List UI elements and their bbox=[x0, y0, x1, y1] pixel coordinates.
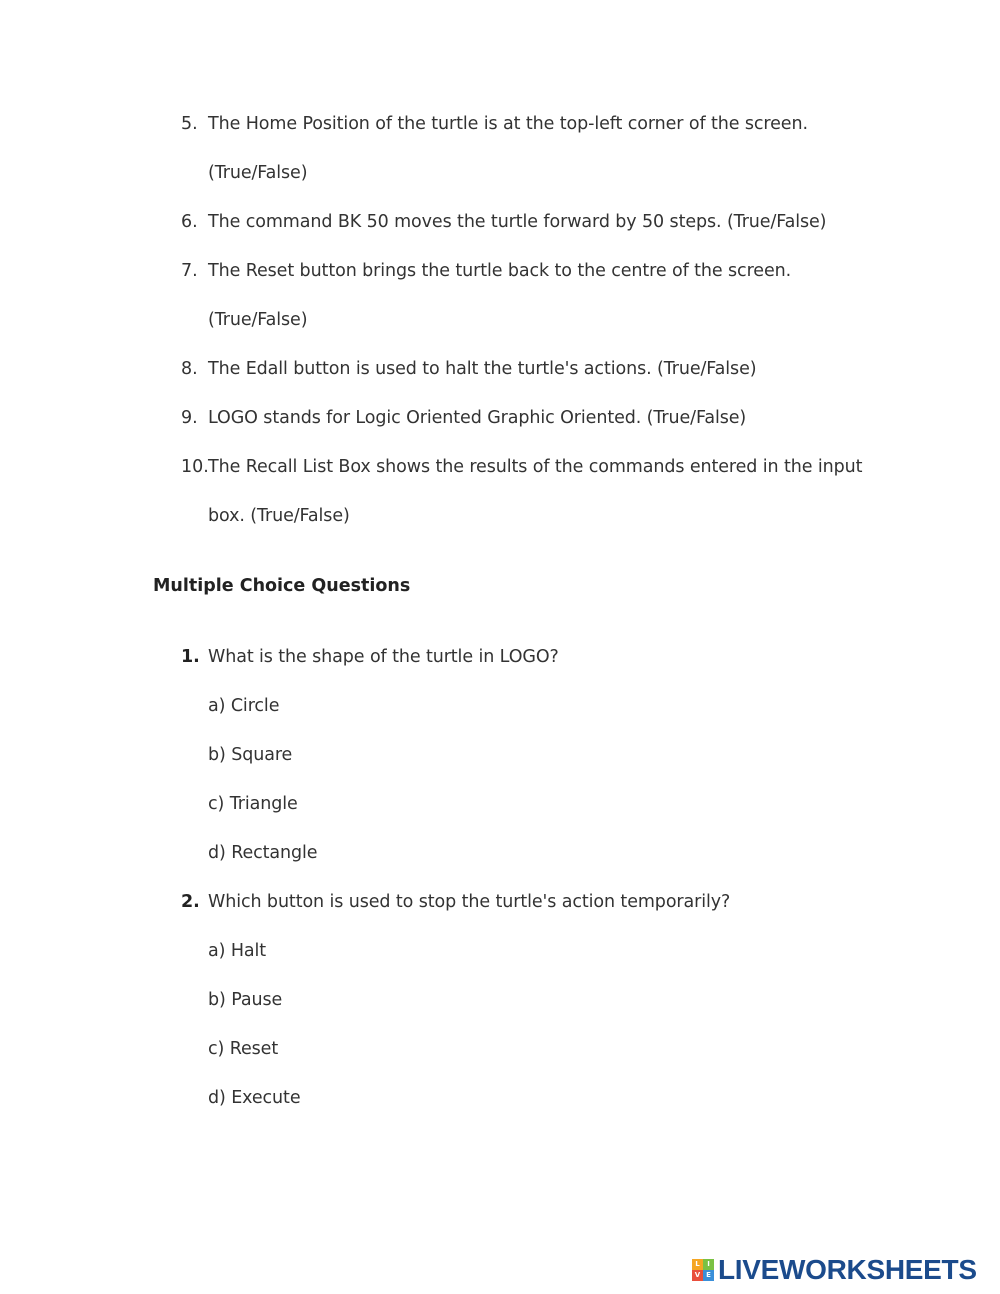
item-number: 7. bbox=[181, 261, 198, 281]
option-d: d) Execute bbox=[208, 1088, 301, 1108]
logo-icon-tile: L bbox=[692, 1259, 703, 1270]
logo-text: LIVEWORKSHEETS bbox=[718, 1254, 977, 1285]
liveworksheets-logo bbox=[692, 1254, 977, 1286]
logo-icon-tile: I bbox=[703, 1259, 714, 1270]
liveworksheets-logo-icon bbox=[692, 1259, 714, 1281]
item-text-continued: box. (True/False) bbox=[208, 506, 350, 526]
option-a: a) Circle bbox=[208, 696, 280, 716]
item-text-continued: (True/False) bbox=[208, 163, 308, 183]
logo-icon-tile: E bbox=[703, 1270, 714, 1281]
question-number: 2. bbox=[181, 892, 200, 912]
logo-icon-tile: V bbox=[692, 1270, 703, 1281]
item-text: The Home Position of the turtle is at the top-left corner of the screen. bbox=[208, 114, 808, 134]
item-text: LOGO stands for Logic Oriented Graphic Oriented. (True/False) bbox=[208, 408, 747, 428]
option-c: c) Triangle bbox=[208, 794, 298, 814]
option-a: a) Halt bbox=[208, 941, 267, 961]
item-number: 9. bbox=[181, 408, 198, 428]
item-number: 8. bbox=[181, 359, 198, 379]
item-number: 5. bbox=[181, 114, 198, 134]
option-d: d) Rectangle bbox=[208, 843, 318, 863]
item-text: The Edall button is used to halt the turtle's actions. (True/False) bbox=[208, 359, 757, 379]
item-text: The Recall List Box shows the results of the commands entered in the input bbox=[208, 457, 863, 477]
option-b: b) Pause bbox=[208, 990, 283, 1010]
question-text: Which button is used to stop the turtle's action temporarily? bbox=[208, 892, 731, 912]
item-number: 10. bbox=[181, 457, 209, 477]
option-b: b) Square bbox=[208, 745, 293, 765]
item-number: 6. bbox=[181, 212, 198, 232]
item-text: The command BK 50 moves the turtle forward by 50 steps. (True/False) bbox=[208, 212, 827, 232]
option-c: c) Reset bbox=[208, 1039, 279, 1059]
item-text-continued: (True/False) bbox=[208, 310, 308, 330]
section-heading: Multiple Choice Questions bbox=[153, 576, 411, 596]
item-text: The Reset button brings the turtle back to the centre of the screen. bbox=[208, 261, 792, 281]
question-number: 1. bbox=[181, 647, 200, 667]
question-text: What is the shape of the turtle in LOGO? bbox=[208, 647, 559, 667]
